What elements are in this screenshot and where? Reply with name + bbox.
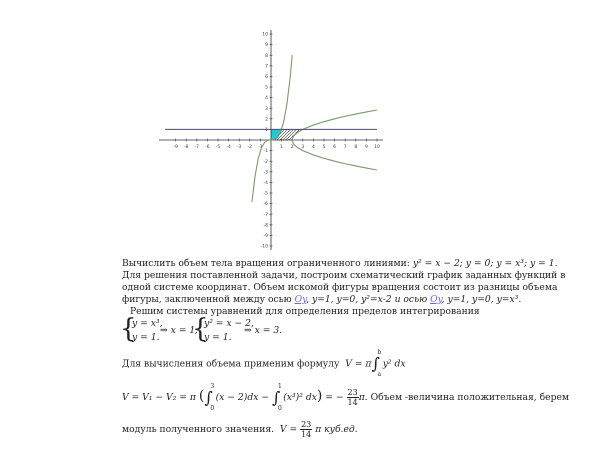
series-line-2: [292, 110, 377, 140]
solution-para-line1: Для решения поставленной задачи, построим схематический график заданных функций в: [122, 270, 566, 281]
calc-note: . Объем -величина положительная, берем: [364, 392, 570, 403]
system1-brace: {: [120, 314, 137, 344]
y-tick-label: -10: [260, 244, 268, 250]
x-tick-label: -1: [258, 145, 263, 150]
system2-eq1: y² = x − 2,: [204, 318, 254, 329]
formula-intro: Для вычисления объема применим формулу: [122, 358, 340, 370]
system1-result: ⇒ x = 1;: [160, 325, 199, 336]
para-text-a: фигуры, заключенной между осью: [122, 294, 295, 305]
final-intro: модуль полученного значения.: [122, 424, 275, 435]
open-paren: (: [198, 388, 205, 404]
systems-intro: Решим системы уравнений для определения пределов интегрирования: [130, 306, 480, 317]
y-tick-label: 3: [265, 106, 268, 112]
formula-integrand: y² dx: [382, 358, 406, 370]
solution-para-line2: одной системе координат. Объем искомой фигуры вращения состоит из разницы объема: [122, 282, 558, 293]
y-tick-label: -2: [263, 159, 268, 165]
close-paren: ): [316, 388, 323, 404]
y-tick-label: -8: [263, 223, 268, 229]
y-tick-label: -7: [263, 212, 268, 218]
y-tick-label: -4: [263, 181, 268, 186]
calc-fraction-num: 23: [347, 388, 358, 397]
integral-upper-b: b: [377, 349, 382, 356]
x-tick-label: 6: [333, 145, 337, 150]
integral-1: ∫ 3 0: [204, 382, 215, 412]
y-tick-label: 4: [265, 96, 268, 102]
formula-lhs: V = π: [345, 358, 372, 370]
para-text-d: , y=1, y=0, y=x³.: [441, 294, 522, 305]
integral-1-lower: 0: [210, 404, 215, 412]
x-tick-label: -4: [226, 145, 231, 150]
x-tick-label: -8: [183, 145, 189, 150]
calculation-line: [122, 382, 570, 412]
y-tick-label: 6: [265, 75, 268, 80]
y-tick-label: 9: [265, 43, 268, 49]
y-tick-label: 7: [265, 64, 268, 70]
y-tick-label: 8: [265, 53, 268, 59]
y-tick-label: -1: [263, 149, 268, 155]
system1-eq2: y = 1.: [132, 332, 160, 343]
calc-integrand-1: (x − 2)dx −: [215, 392, 270, 403]
solution-para-line3: [122, 294, 521, 306]
calc-lhs: V = V₁ − V₂ = π: [122, 392, 196, 403]
y-tick-label: -6: [263, 202, 268, 208]
y-tick-label: 1: [265, 128, 268, 133]
task-intro: Вычислить объем тела вращения ограниченного линиями:: [122, 258, 410, 269]
task-line: [122, 258, 558, 270]
x-tick-label: 9: [364, 145, 368, 150]
x-tick-label: 10: [374, 145, 380, 150]
system2-brace: {: [192, 314, 209, 344]
calc-fraction-den: 14: [347, 398, 358, 407]
x-tick-label: -7: [194, 145, 200, 150]
axis-oy-ref-1: Oy: [294, 294, 307, 305]
y-tick-label: 10: [262, 32, 268, 38]
integral-lower-a: a: [377, 371, 382, 378]
para-text-b: , y=1, y=0, y: [306, 294, 367, 305]
series-line-1: [252, 55, 292, 202]
x-tick-label: 4: [311, 145, 315, 150]
x-tick-label: 8: [354, 145, 358, 150]
task-formula: y² = x − 2; y = 0; y = x³; y = 1.: [412, 258, 558, 269]
calc-pi: π: [358, 392, 365, 403]
x-tick-label: 1: [280, 145, 284, 150]
final-units: π куб.ед.: [315, 424, 358, 435]
x-tick-label: -3: [236, 145, 242, 150]
axis-oy-ref-2: Oy: [430, 294, 442, 305]
final-line: [122, 420, 358, 439]
calc-integrand-2: (x³)² dx: [283, 392, 317, 403]
calc-fraction: [347, 388, 359, 407]
formula-line: [122, 349, 406, 378]
y-tick-label: 2: [265, 117, 268, 123]
x-tick-label: -2: [247, 145, 253, 150]
x-tick-label: 5: [322, 145, 326, 150]
system1-eq1: y = x³,: [132, 318, 163, 329]
x-tick-label: 2: [290, 145, 294, 150]
integral-2-upper: 1: [277, 382, 282, 390]
final-fraction-num: 23: [301, 420, 312, 429]
x-tick-label: 3: [301, 145, 305, 150]
calc-rhs: = −: [325, 392, 344, 403]
integral-2-lower: 0: [277, 404, 282, 412]
y-tick-label: -3: [263, 170, 268, 176]
x-tick-label: -9: [173, 145, 178, 150]
integral-1-upper: 3: [210, 382, 215, 390]
system2-result: ⇒ x = 3.: [244, 325, 283, 336]
x-tick-label: 7: [343, 145, 347, 150]
y-tick-label: -9: [263, 234, 268, 239]
integral-2: ∫ 1 0: [271, 382, 282, 412]
y-tick-label: 5: [265, 85, 268, 91]
x-tick-label: -5: [215, 145, 221, 150]
final-lhs: V =: [279, 424, 298, 435]
final-fraction-den: 14: [301, 430, 312, 439]
para-text-c: ²=x-2 и осью: [366, 294, 431, 305]
system2-eq2: y = 1.: [204, 332, 232, 343]
integral-sign: ∫ b a: [371, 349, 382, 378]
final-fraction: [300, 420, 312, 439]
y-tick-label: -5: [263, 191, 268, 197]
x-tick-label: -6: [205, 145, 210, 150]
